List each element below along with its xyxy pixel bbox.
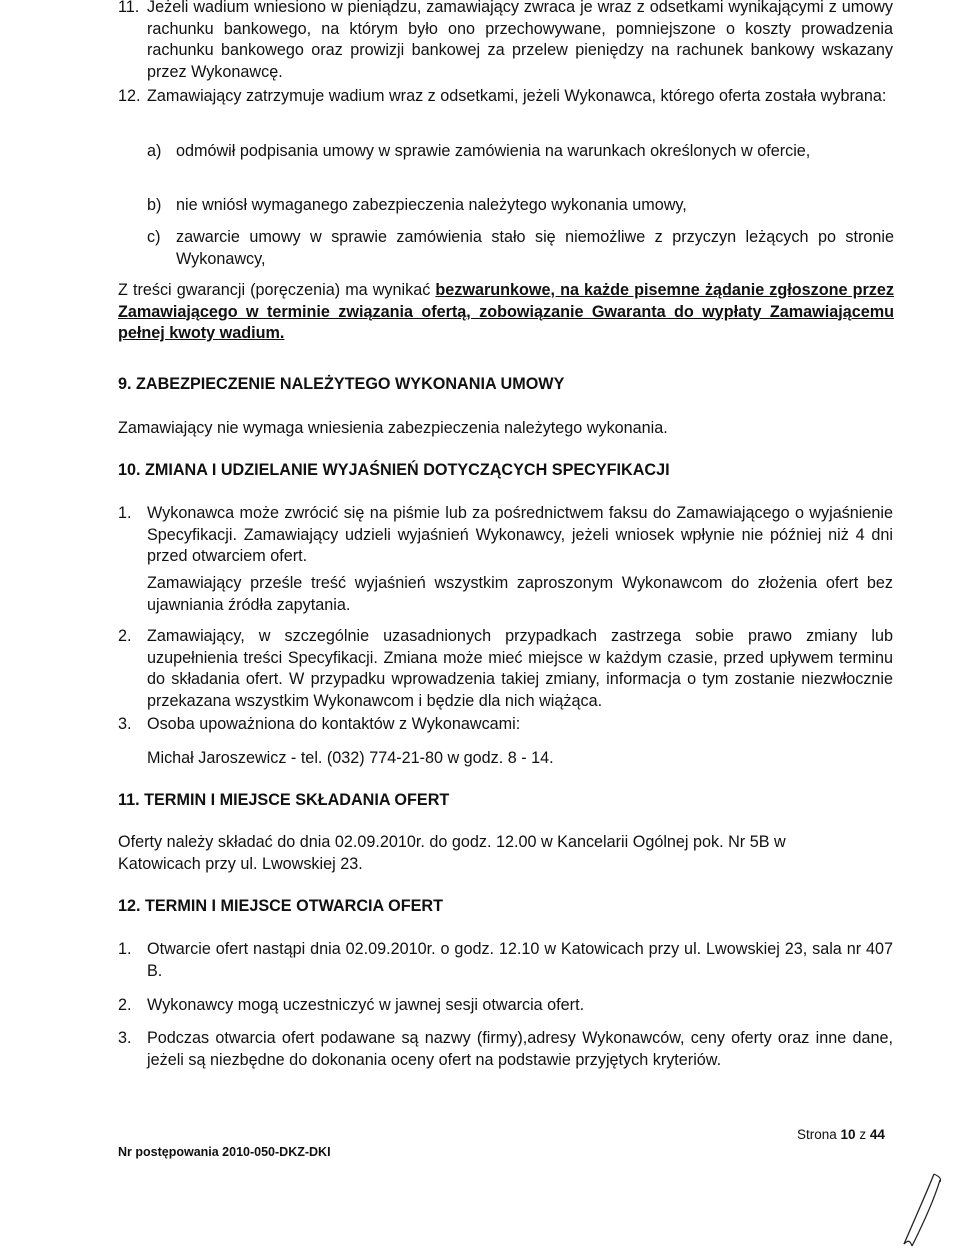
subitem-a-text: odmówił podpisania umowy w sprawie zamówienia na warunkach określonych w ofercie, [176, 142, 811, 160]
page-number [797, 1124, 885, 1146]
subitem-b-text: nie wniósł wymaganego zabezpieczenia należytego wykonania umowy, [176, 196, 687, 214]
subitem-a-letter: a) [147, 142, 162, 160]
guarantee-text-bold: bezwarunkowe, na każde pisemne żądanie zgłoszone przez Zamawiającego w terminie związania ofertą, zobowiązanie Gwaranta do wypłaty Zamawiającemu pełnej kwoty wadium. [118, 281, 894, 342]
s12-item-1-text: Otwarcie ofert nastąpi dnia 02.09.2010r. o godz. 12.10 w Katowicach przy ul. Lwowskiej 23, sala nr 407 B. [147, 940, 893, 980]
s10-item-1-number: 1. [118, 504, 132, 522]
guarantee-paragraph [118, 280, 894, 345]
item-11-number: 11. [118, 0, 140, 16]
subitem-c-letter: c) [147, 228, 161, 246]
section-11-text: Oferty należy składać do dnia 02.09.2010r. do godz. 12.00 w Kancelarii Ogólnej pok. Nr 5B w Katowicach przy ul. Lwowskiej 23. [118, 833, 786, 873]
section-10-heading: 10. ZMIANA I UDZIELANIE WYJAŚNIEŃ DOTYCZĄCYCH SPECYFIKACJI [118, 461, 670, 479]
s12-item-1-number: 1. [118, 940, 132, 958]
s10-item-2-text: Zamawiający, w szczególnie uzasadnionych przypadkach zastrzega sobie prawo zmiany lub uzupełnienia treści Specyfikacji. Zmiana może mieć miejsce w każdym czasie, przed upływem terminu do składania ofert. W przypadku wprowadzenia takiej zmiany, informacja o tym zostanie niezwłocznie przekazana wszystkim Wykonawcom i będzie dla nich wiążąca. [147, 627, 893, 710]
section-9-text: Zamawiający nie wymaga wniesienia zabezpieczenia należytego wykonania. [118, 419, 668, 437]
s12-item-3-number: 3. [118, 1029, 132, 1047]
s12-item-2-text: Wykonawcy mogą uczestniczyć w jawnej sesji otwarcia ofert. [147, 996, 585, 1014]
section-12-heading: 12. TERMIN I MIEJSCE OTWARCIA OFERT [118, 897, 443, 915]
section-11-heading: 11. TERMIN I MIEJSCE SKŁADANIA OFERT [118, 791, 450, 809]
s10-item-2-number: 2. [118, 627, 132, 645]
s10-item-1-extra: Zamawiający prześle treść wyjaśnień wszystkim zaproszonym Wykonawcom do złożenia ofert bez ujawniania źródła zapytania. [147, 574, 893, 614]
page-total: 44 [869, 1127, 885, 1142]
s10-item-3-number: 3. [118, 715, 132, 733]
section-9-heading: 9. ZABEZPIECZENIE NALEŻYTEGO WYKONANIA UMOWY [118, 375, 565, 393]
item-11-text: Jeżeli wadium wniesiono w pieniądzu, zamawiający zwraca je wraz z odsetkami wynikającymi z umowy rachunku bankowego, na którym było ono przechowywane, pomniejszone o koszty prowadzenia rachunku bankowego oraz prowizji bankowej za przelew pieniędzy na rachunek bankowy wskazany przez Wykonawcę. [147, 0, 893, 81]
signature-initials [890, 1170, 960, 1250]
subitem-c-text: zawarcie umowy w sprawie zamówienia stało się niemożliwe z przyczyn leżących po stronie Wykonawcy, [176, 228, 894, 268]
s10-item-3-text: Osoba upoważniona do kontaktów z Wykonawcami: [147, 715, 521, 733]
item-12-text: Zamawiający zatrzymuje wadium wraz z odsetkami, jeżeli Wykonawca, którego oferta została wybrana: [147, 87, 887, 105]
s12-item-3-text: Podczas otwarcia ofert podawane są nazwy (firmy),adresy Wykonawców, ceny oferty oraz inne dane, jeżeli są niezbędne do dokonania oceny ofert na podstawie przyjętych kryteriów. [147, 1029, 893, 1069]
subitem-b-letter: b) [147, 196, 162, 214]
page-sep: z [855, 1127, 870, 1142]
page-label: Strona [797, 1127, 841, 1142]
item-12-number: 12. [118, 87, 141, 105]
s10-item-3-extra: Michał Jaroszewicz - tel. (032) 774-21-80 w godz. 8 - 14. [147, 749, 554, 767]
case-number: Nr postępowania 2010-050-DKZ-DKI [118, 1145, 331, 1159]
s12-item-2-number: 2. [118, 996, 132, 1014]
guarantee-text-plain: Z treści gwarancji (poręczenia) ma wynikać [118, 281, 436, 299]
page-current: 10 [840, 1127, 856, 1142]
s10-item-1-text: Wykonawca może zwrócić się na piśmie lub za pośrednictwem faksu do Zamawiającego o wyjaśnienie Specyfikacji. Zamawiający udzieli wyjaśnień Wykonawcy, jeżeli wniosek wpłynie nie później niż 4 dni przed otwarciem ofert. [147, 504, 893, 565]
